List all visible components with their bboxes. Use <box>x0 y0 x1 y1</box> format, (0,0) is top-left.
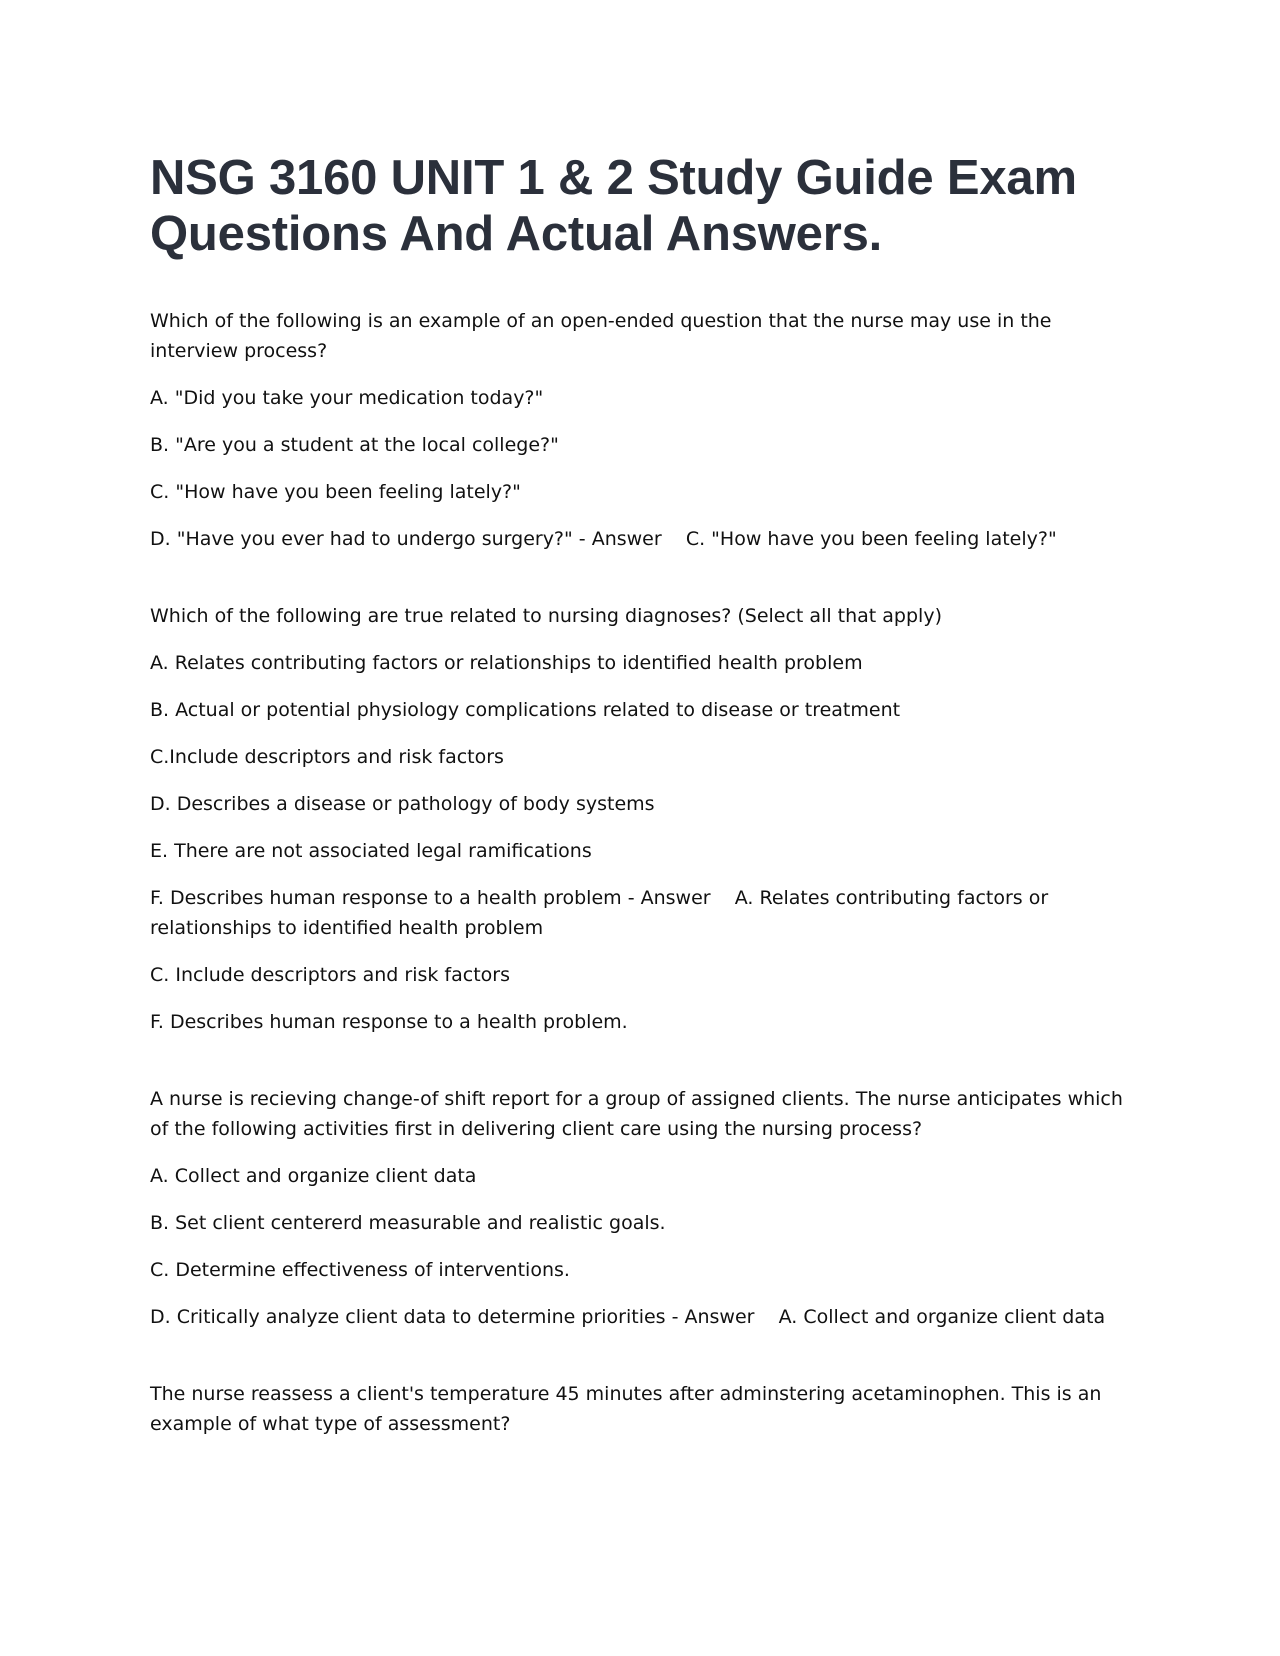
answer-line: C. Include descriptors and risk factors <box>150 964 510 986</box>
option-line: D. Describes a disease or pathology of body systems <box>150 793 655 815</box>
option-line: C.Include descriptors and risk factors <box>150 746 504 768</box>
option-line: A. Relates contributing factors or relationships to identified health problem <box>150 652 863 674</box>
question-text: The nurse reassess a client's temperature 45 minutes after adminstering acetaminophen. This is an example of what type of assessment? <box>150 1383 1108 1435</box>
question-block-4 <box>150 1379 1140 1439</box>
question-text: A nurse is recieving change-of shift report for a group of assigned clients. The nurse anticipates which of the following activities first in delivering client care using the nursing process? <box>150 1088 1129 1140</box>
option-line: A. Collect and organize client data <box>150 1165 477 1187</box>
question-block-2 <box>150 601 1140 1037</box>
question-block-3 <box>150 1084 1140 1332</box>
option-answer-line: F. Describes human response to a health problem - Answer A. Relates contributing factors or relationships to identified health problem <box>150 887 1055 939</box>
option-line: B. Actual or potential physiology complications related to disease or treatment <box>150 699 901 721</box>
document-page <box>150 150 1140 1486</box>
option-line: E. There are not associated legal ramifications <box>150 840 592 862</box>
question-block-1 <box>150 306 1140 554</box>
option-answer-line: D. Critically analyze client data to determine priorities - Answer A. Collect and organize client data <box>150 1306 1106 1328</box>
question-text: Which of the following are true related to nursing diagnoses? (Select all that apply) <box>150 605 942 627</box>
question-text: Which of the following is an example of an open-ended question that the nurse may use in the interview process? <box>150 310 1058 362</box>
answer-line: F. Describes human response to a health problem. <box>150 1011 628 1033</box>
option-answer-line: D. "Have you ever had to undergo surgery?" - Answer C. "How have you been feeling lately?" <box>150 528 1057 550</box>
option-line: B. Set client centererd measurable and realistic goals. <box>150 1212 666 1234</box>
option-line: A. "Did you take your medication today?" <box>150 387 544 409</box>
option-line: C. "How have you been feeling lately?" <box>150 481 521 503</box>
option-line: C. Determine effectiveness of interventions. <box>150 1259 570 1281</box>
document-title: NSG 3160 UNIT 1 & 2 Study Guide Exam Questions And Actual Answers. <box>150 151 1077 261</box>
option-line: B. "Are you a student at the local college?" <box>150 434 559 456</box>
